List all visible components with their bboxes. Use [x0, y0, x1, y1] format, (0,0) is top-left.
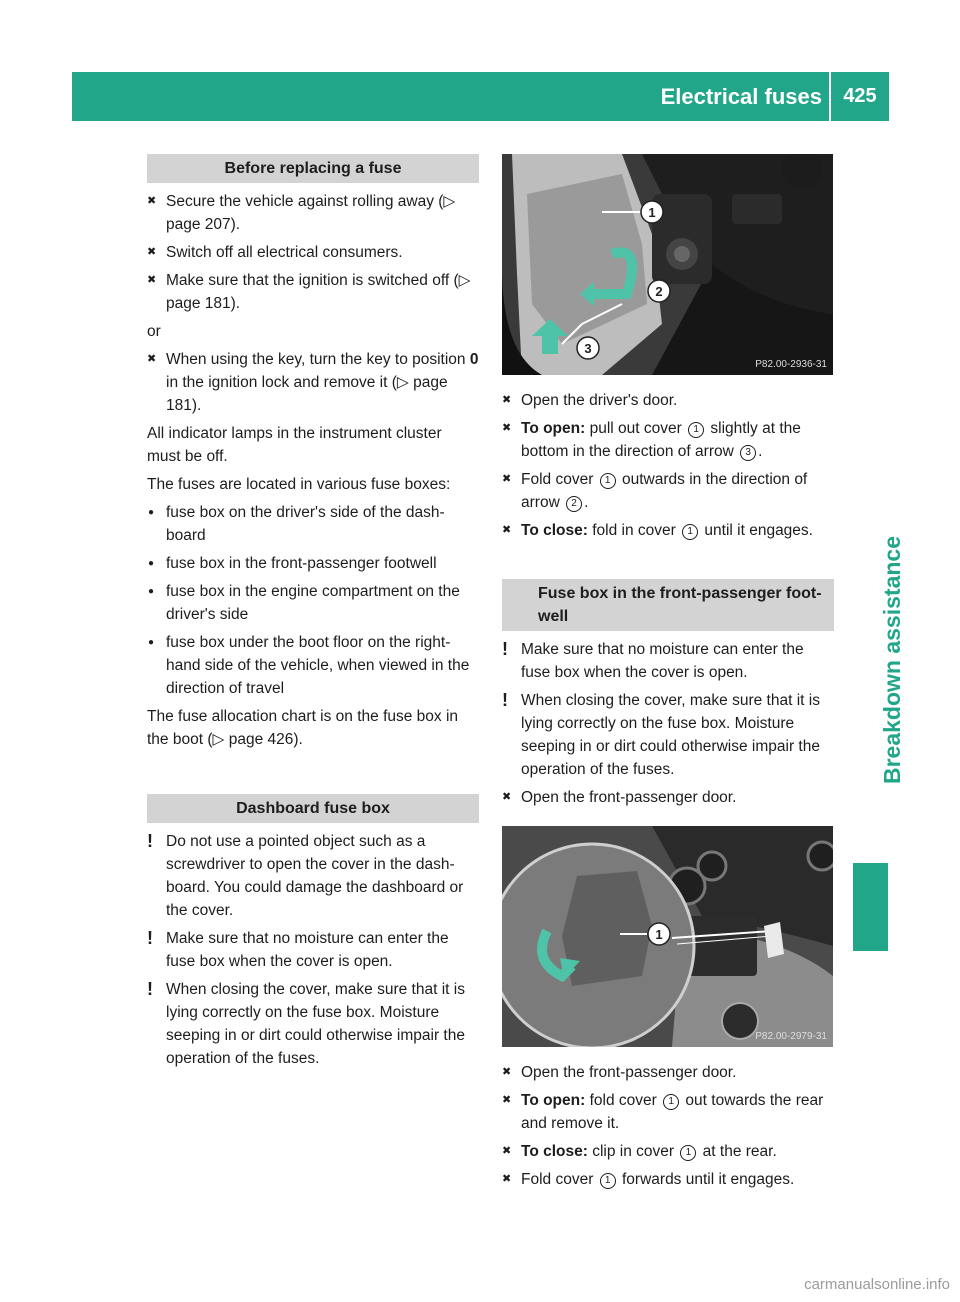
step-secure-vehicle: ✖ Secure the vehicle against rolling away (▷ page 207).	[147, 190, 479, 236]
section-heading-dashboard-box: Dashboard fuse box	[147, 794, 479, 823]
warning-icon: !	[502, 639, 508, 659]
step-text: clip in cover	[592, 1143, 675, 1160]
warning-icon: !	[147, 831, 153, 851]
callout-label: 2	[655, 284, 663, 299]
side-tab-label: Breakdown assistance	[879, 536, 905, 785]
callout-label: 1	[648, 205, 656, 220]
warning-item	[502, 638, 834, 684]
or-label: or	[147, 323, 161, 340]
page-title: Electrical fuses	[660, 84, 822, 109]
step-text: pull out cover	[589, 420, 682, 437]
step-label: To close:	[521, 522, 588, 539]
warning-icon: !	[502, 690, 508, 710]
warning-icon: !	[147, 979, 153, 999]
step-footwell-close	[502, 1140, 834, 1163]
callout-1-icon: 1	[663, 1094, 679, 1110]
step-fold-cover-forwards	[502, 1168, 834, 1191]
paragraph-fuse-locations: The fuses are located in various fuse boxes:	[147, 476, 451, 493]
step-key-text-b: in the ignition lock and remove it (▷ page 181).	[166, 374, 448, 414]
list-item: ● fuse box under the boot floor on the right-hand side of the vehicle, when viewed in the direction of travel	[147, 631, 479, 700]
callout-2-icon: 2	[566, 496, 582, 512]
step-key-text-a: When using the key, turn the key to position	[166, 351, 466, 368]
warning-item	[147, 927, 479, 973]
warning-text: When closing the cover, make sure that it is lying correctly on the fuse box. Moisture seeping in or dirt could otherwise impair the operation of the fuses.	[166, 981, 465, 1067]
step-text: Fold cover	[521, 1171, 594, 1188]
dashboard-illustration	[502, 154, 833, 375]
warning-text: When closing the cover, make sure that it is lying correctly on the fuse box. Moisture seeping in or dirt could otherwise impair the operation of the fuses.	[521, 692, 820, 778]
warning-text: Make sure that no moisture can enter the fuse box when the cover is open.	[521, 641, 804, 681]
warning-icon: !	[147, 928, 153, 948]
step-text: until it engages.	[704, 522, 813, 539]
callout-1-icon: 1	[680, 1145, 696, 1161]
list-item: ● fuse box in the engine compartment on the driver's side	[147, 580, 479, 626]
step-label: To open:	[521, 1092, 586, 1109]
callout-label: 1	[655, 927, 663, 942]
key-position-value: 0	[469, 351, 479, 368]
footwell-illustration	[502, 826, 833, 1047]
warning-text: Make sure that no moisture can enter the fuse box when the cover is open.	[166, 930, 449, 970]
warning-item	[502, 689, 834, 781]
step-text: slightly at the bottom in the direction of arrow	[521, 420, 801, 460]
callout-3-icon: 3	[740, 445, 756, 461]
step-text: .	[758, 443, 763, 460]
list-item: ● fuse box in the front-passenger footwell	[147, 552, 479, 575]
warning-item	[147, 978, 479, 1070]
watermark: carmanualsonline.info	[804, 1276, 950, 1293]
warning-item	[147, 830, 479, 922]
paragraph-indicator-lamps: All indicator lamps in the instrument cluster must be off.	[147, 425, 442, 465]
step-footwell-open	[502, 1089, 834, 1135]
step-open-passenger-door: ✖ Open the front-passenger door.	[502, 786, 834, 809]
step-text: fold in cover	[592, 522, 676, 539]
callout-1-icon: 1	[688, 422, 704, 438]
figure-code: P82.00-2979-31	[755, 1031, 827, 1042]
step-key-position	[147, 348, 479, 417]
dashboard-fuse-box-photo	[502, 154, 833, 375]
step-text: out towards the rear and remove it.	[521, 1092, 824, 1132]
step-switch-off-consumers: ✖ Switch off all electrical consumers.	[147, 241, 479, 264]
step-text: outwards in the direction of arrow	[521, 471, 808, 511]
left-column	[147, 154, 479, 1075]
step-text: .	[584, 494, 589, 511]
section-heading-before-replacing: Before replacing a fuse	[147, 154, 479, 183]
callout-1-icon: 1	[682, 524, 698, 540]
paragraph-allocation-chart: The fuse allocation chart is on the fuse box in the boot (▷ page 426).	[147, 708, 459, 748]
warning-text: Do not use a pointed object such as a screwdriver to open the cover in the dash-board. You could damage the dashboard or the cover.	[166, 833, 464, 919]
step-text: fold cover	[589, 1092, 657, 1109]
step-label: To open:	[521, 420, 586, 437]
step-label: To close:	[521, 1143, 588, 1160]
page-number: 425	[843, 85, 877, 107]
right-column	[502, 154, 834, 1196]
callout-1-icon: 1	[600, 473, 616, 489]
step-open-passenger-door-2: ✖ Open the front-passenger door.	[502, 1061, 834, 1084]
step-ignition-off: ✖ Make sure that the ignition is switched off (▷ page 181).	[147, 269, 479, 315]
step-text: Fold cover	[521, 471, 594, 488]
step-text: forwards until it engages.	[622, 1171, 795, 1188]
step-text: at the rear.	[702, 1143, 777, 1160]
footwell-fuse-box-photo	[502, 826, 833, 1047]
step-fold-cover	[502, 468, 834, 514]
section-heading-footwell-box: Fuse box in the front-passenger foot-well	[502, 579, 834, 631]
header-title-wrap	[72, 72, 822, 121]
list-item: ● fuse box on the driver's side of the dash-board	[147, 501, 479, 547]
figure-code: P82.00-2936-31	[755, 359, 827, 370]
callout-1-icon: 1	[600, 1173, 616, 1189]
callout-label: 3	[584, 341, 592, 356]
side-tab-marker	[853, 863, 888, 951]
step-open-drivers-door: ✖ Open the driver's door.	[502, 389, 834, 412]
step-dashboard-open	[502, 417, 834, 463]
step-dashboard-close	[502, 519, 834, 542]
